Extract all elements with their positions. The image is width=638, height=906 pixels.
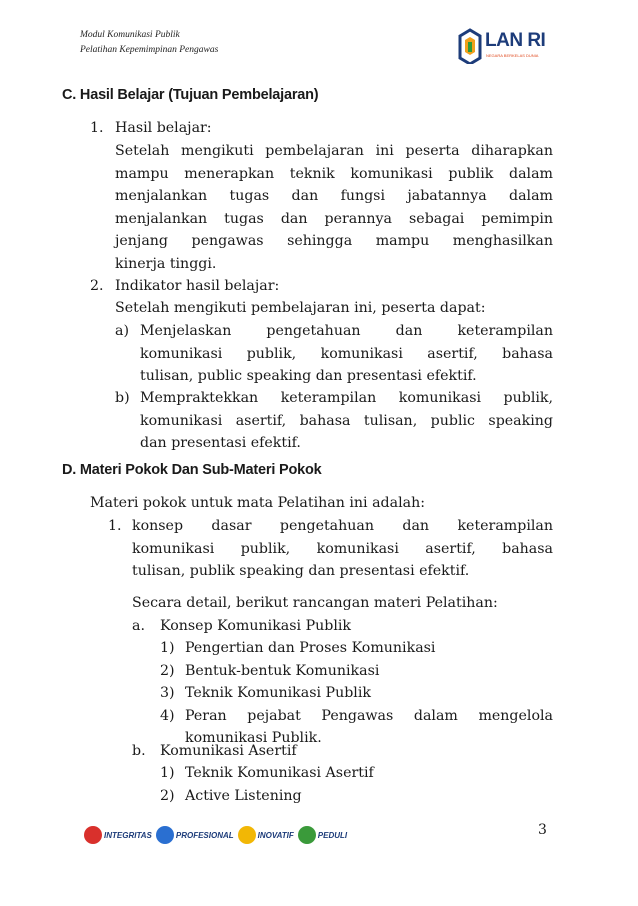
paragraph-line: menjalankan tugas dan perannya sebagai pemimpin xyxy=(115,210,553,227)
header-module-title: Modul Komunikasi Publik xyxy=(80,30,180,40)
lan-ri-logo xyxy=(456,28,562,64)
list-number: 1. xyxy=(108,518,122,534)
list-number: 4) xyxy=(160,707,175,724)
list-item: Teknik Komunikasi Publik xyxy=(185,685,371,701)
core-value-icon xyxy=(84,826,102,844)
list-number: 3) xyxy=(160,685,175,701)
paragraph-line: kinerja tinggi. xyxy=(115,255,217,272)
list-number: 1. xyxy=(90,120,104,136)
core-value-icon xyxy=(238,826,256,844)
paragraph-line: komunikasi publik, komunikasi asertif, bahasa xyxy=(140,345,553,362)
paragraph-line: Mempraktekkan keterampilan komunikasi publik, xyxy=(140,390,553,406)
detail-intro: Secara detail, berikut rancangan materi Pelatihan: xyxy=(132,595,498,611)
paragraph-line: tulisan, publik speaking dan presentasi efektif. xyxy=(132,563,470,579)
list-number: 2. xyxy=(90,278,104,294)
core-value-icon xyxy=(156,826,174,844)
list-item: Peran pejabat Pengawas dalam mengelola xyxy=(185,707,553,724)
paragraph-line: Menjelaskan pengetahuan dan keterampilan xyxy=(140,323,553,339)
section-c-title: C. Hasil Belajar (Tujuan Pembelajaran) xyxy=(62,87,319,103)
list-item: Bentuk-bentuk Komunikasi xyxy=(185,662,380,679)
list-item: Pengertian dan Proses Komunikasi xyxy=(185,640,436,656)
sub-title: Konsep Komunikasi Publik xyxy=(160,618,352,634)
paragraph-line: jenjang pengawas sehingga mampu menghasilkan xyxy=(115,233,553,249)
paragraph-line: menjalankan tugas dan fungsi jabatannya dalam xyxy=(115,188,553,204)
list-number: 2) xyxy=(160,787,175,804)
item-title: Indikator hasil belajar: xyxy=(115,278,280,294)
sub-label: b) xyxy=(115,390,130,406)
paragraph-line: komunikasi asertif, bahasa tulisan, public speaking xyxy=(140,412,553,429)
sub-label: a) xyxy=(115,323,129,339)
core-value-integritas xyxy=(84,826,152,844)
sub-title: Komunikasi Asertif xyxy=(160,743,297,759)
core-value-icon xyxy=(298,826,316,844)
core-value-label: INOVATIF xyxy=(257,830,294,840)
logo-text: LAN RI xyxy=(485,30,546,51)
paragraph-line: konsep dasar pengetahuan dan keterampilan xyxy=(132,518,553,534)
core-value-profesional xyxy=(156,826,234,844)
core-value-inovatif xyxy=(238,826,294,844)
list-number: 1) xyxy=(160,765,175,781)
core-value-label: PROFESIONAL xyxy=(175,830,234,840)
paragraph-line: dan presentasi efektif. xyxy=(140,435,301,451)
paragraph-line: Setelah mengikuti pembelajaran ini peserta diharapkan xyxy=(115,143,553,159)
page-number: 3 xyxy=(538,822,547,838)
paragraph-line: tulisan, public speaking dan presentasi efektif. xyxy=(140,368,477,384)
list-item-continuation: komunikasi Publik. xyxy=(185,730,322,746)
sub-label: a. xyxy=(132,618,145,634)
running-header xyxy=(80,28,218,58)
section-d-title: D. Materi Pokok Dan Sub-Materi Pokok xyxy=(62,462,322,478)
item-title: Hasil belajar: xyxy=(115,120,212,136)
list-number: 1) xyxy=(160,640,175,656)
paragraph-line: komunikasi publik, komunikasi asertif, bahasa xyxy=(132,540,553,557)
list-item: Teknik Komunikasi Asertif xyxy=(185,765,374,781)
lan-ri-emblem-icon xyxy=(456,28,484,64)
core-value-peduli xyxy=(298,826,347,844)
list-item: Active Listening xyxy=(185,787,302,804)
core-values-bar xyxy=(84,822,347,848)
header-course-title: Pelatihan Kepemimpinan Pengawas xyxy=(80,45,219,55)
core-value-label: INTEGRITAS xyxy=(104,830,152,840)
list-number: 2) xyxy=(160,662,175,679)
logo-tagline: NEGARA BERKELAS DUNIA xyxy=(486,53,539,58)
sub-label: b. xyxy=(132,743,146,759)
indicator-intro: Setelah mengikuti pembelajaran ini, peserta dapat: xyxy=(115,300,486,316)
core-value-label: PEDULI xyxy=(317,830,348,840)
paragraph-line: mampu menerapkan teknik komunikasi publik dalam xyxy=(115,165,553,182)
materi-intro: Materi pokok untuk mata Pelatihan ini adalah: xyxy=(90,495,425,511)
